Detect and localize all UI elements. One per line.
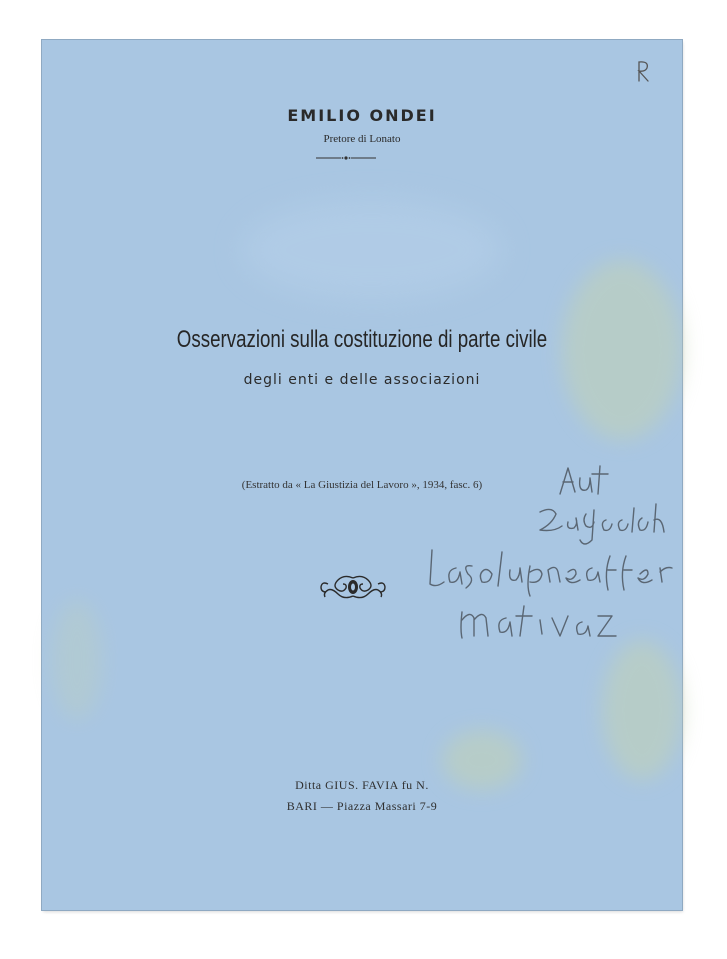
- paper-stain: [52, 600, 102, 720]
- handwritten-note: [422, 460, 682, 660]
- document-subtitle: degli enti e delle associazioni: [243, 372, 481, 388]
- note-line: [42, 40, 43, 41]
- publisher-line-2: BARI — Piazza Massari 7-9: [286, 799, 438, 813]
- extract-note: (Estratto da « La Giustizia del Lavoro », 1934, fasc. 6): [241, 479, 483, 491]
- document-cover: [42, 40, 682, 910]
- paper-fade: [242, 200, 502, 300]
- decorative-rule-icon: [314, 154, 378, 162]
- corner-mark-handwriting: [634, 58, 654, 84]
- publisher-line-1: Ditta GIUS. FAVIA fu N.: [295, 778, 429, 792]
- paper-stain: [602, 640, 682, 780]
- handwritten-note-lines: [42, 40, 43, 41]
- document-title: Osservazioni sulla costituzione di parte civile: [176, 326, 548, 353]
- author-role: Pretore di Lonato: [323, 133, 401, 145]
- author-name: EMILIO ONDEI: [287, 106, 437, 125]
- ornament-icon: [318, 572, 388, 602]
- corner-mark-text: [42, 40, 43, 41]
